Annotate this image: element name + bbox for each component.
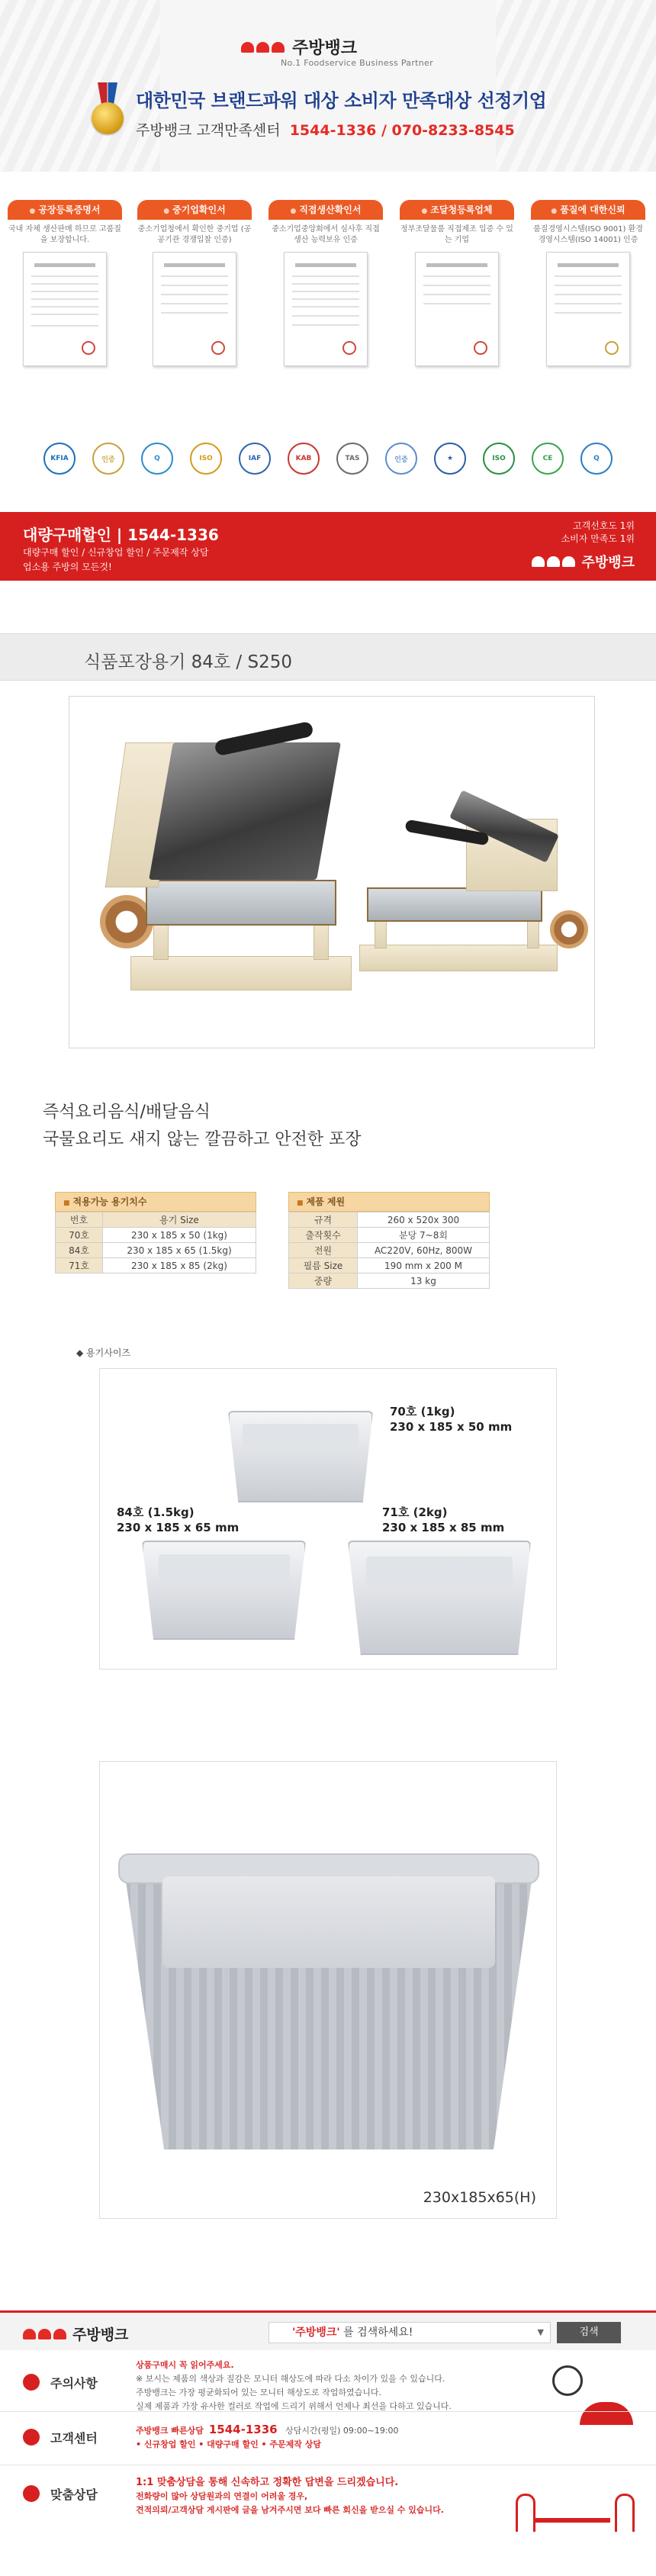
footer-header [0,2310,656,2350]
table-cell: 13 kg [358,1274,490,1289]
eco-logo-icon: CE [532,443,564,475]
customer-center-numbers[interactable]: 1544-1336 / 070-8233-8545 [289,122,515,139]
table-cell: 230 x 185 x 65 (1.5kg) [103,1243,256,1258]
notice-heading: 상품구매시 꼭 읽어주세요. [136,2360,234,2370]
award-title: 대한민국 브랜드파워 대상 소비자 만족대상 선정기업 [136,90,547,111]
product-feature: 국물요리도 새지 않는 깔끔하고 안전한 포장 [43,1130,362,1149]
quality-logo-icon: Q [141,443,173,475]
star-logo-icon: ★ [434,443,466,475]
certificate-title: ● 품질에 대한신뢰 [531,200,645,220]
notice-text [136,2359,452,2413]
promotion-bar [0,512,656,581]
product-use-case: 즉석요리음식/배달음식 [43,1103,211,1122]
certificate-document-image [153,252,236,366]
certificate-title: ● 공장등록증명서 [8,200,122,220]
promo-logo-text: 주방뱅크 [581,555,635,571]
chair-icon [615,2494,635,2532]
certificate-desc: 중소기업중앙회에서 심사후 직접생산 능력보유 인증 [272,225,380,244]
table-row [289,1274,490,1289]
table-cell: 260 x 520x 300 [358,1212,490,1228]
search-prompt: 를 검색하세요! [339,2326,413,2339]
logo-mark-icon [23,2329,66,2339]
table-cell: AC220V, 60Hz, 800W [358,1243,490,1258]
container-sizes-label: ◆ 용기사이즈 [76,1348,131,1358]
promo-headline[interactable]: 대량구매할인 | 1544-1336 [23,526,219,544]
logo-mark-icon [532,556,575,567]
certificate-document-image [284,252,368,366]
tray-inner [162,1876,495,1968]
customer-center-label: 주방뱅크 고객만족센터 [136,122,281,139]
container-71-label [382,1505,504,1535]
certification-logo-icon: 인증 [92,443,124,475]
notice-line: 주방뱅크는 가장 평균화되어 있는 모니터 해상도로 작업하였습니다. [136,2388,382,2397]
certificate-document-image [415,252,499,366]
brand-tagline: No.1 Foodservice Business Partner [281,58,433,68]
product-spec-table-title: ■ 제품 제원 [288,1192,490,1212]
container-sizes-image [99,1368,557,1670]
dropdown-arrow-icon[interactable]: ▼ [537,2327,544,2337]
iso-green-logo-icon: ISO [483,443,515,475]
column-header: 번호 [56,1212,103,1228]
certificate-card [269,200,383,366]
cs-phone[interactable]: 1544-1336 [208,2423,278,2436]
promo-slogan: 업소용 주방의 모든것! [23,562,112,572]
table-cell: 중량 [289,1274,358,1289]
table-row [289,1258,490,1274]
footer-consult-row [0,2465,656,2549]
container-size-table [55,1192,256,1274]
certificate-card [8,200,122,366]
column-header: 용기 Size [103,1212,256,1228]
notice-label: 주의사항 [50,2376,98,2391]
phone-icon [23,2429,40,2446]
certification-logo-icon: 인증 [385,443,417,475]
footer-logo-text: 주방뱅크 [72,2326,129,2343]
certificate-title: ● 직접생산확인서 [269,200,383,220]
container-84-image [142,1541,306,1640]
certificate-desc: 국내 자체 생산판매 하므로 고품질을 보장합니다. [8,225,121,244]
consult-line: 견적의뢰/고객상담 게시판에 글을 남겨주시면 보다 빠른 회신을 받으실 수 있습니다. [136,2505,444,2515]
footer-search-box[interactable] [269,2322,551,2343]
promo-logo[interactable] [532,552,635,572]
consult-line: 전화량이 많아 상담원과의 연결이 어려울 경우, [136,2491,308,2501]
kfia-logo-icon: KFIA [43,443,76,475]
table-cell: 전원 [289,1243,358,1258]
brand-name: 주방뱅크 [292,39,358,58]
cs-services: • 신규창업 할인 • 대량구매 할인 • 주문제작 상담 [136,2439,321,2449]
table-cell: 190 mm x 200 M [358,1258,490,1274]
container-84-closeup-image [99,1761,557,2219]
container-dims: 230 x 185 x 50 mm [390,1420,513,1434]
container-dims: 230 x 185 x 65 mm [117,1521,240,1534]
certificate-desc: 품질경영시스템(ISO 9001) 환경경영시스템(ISO 14001) 인증 [533,225,643,244]
customer-center [136,119,515,140]
search-brand: '주방뱅크' [292,2326,340,2339]
certificate-card [137,200,252,366]
table-cell: 84호 [56,1243,103,1258]
cs-hours: 상담시간(평일) 09:00~19:00 [285,2426,399,2436]
brand-logo[interactable] [241,35,357,59]
consult-label: 맞춤상담 [50,2487,98,2502]
container-name: 70호 (1kg) [390,1405,455,1418]
consult-icon [23,2485,40,2502]
search-button[interactable]: 검색 [557,2322,621,2343]
container-size-table-title: ■ 적용가능 용기치수 [55,1192,256,1212]
iso-logo-icon: ISO [190,443,222,475]
footer-logo[interactable] [23,2323,128,2344]
certificate-title: ● 조달청등록업체 [400,200,514,220]
certification-logos [0,443,656,485]
table-cell: 230 x 185 x 50 (1kg) [103,1228,256,1243]
brand-banner [0,0,656,172]
medal-icon [90,82,125,142]
promo-services: 대량구매 할인 / 신규창업 할인 / 주문제작 상담 [23,547,209,558]
certificate-desc: 정부조달물품 직접제조 입증 수 있는 기업 [400,225,513,244]
iaf-logo-icon: IAF [239,443,271,475]
table-cell: 70호 [56,1228,103,1243]
table-cell: 분당 7~8회 [358,1228,490,1243]
certificate-document-image [546,252,630,366]
table-cell: 230 x 185 x 85 (2kg) [103,1258,256,1274]
certificate-document-image [23,252,107,366]
container-71-image [348,1541,531,1655]
table-cell: 출작횟수 [289,1228,358,1243]
notice-line: ※ 보시는 제품의 색상과 질감은 모니터 해상도에 따라 다소 차이가 있을 수 있습니다. [136,2374,445,2384]
table-header-row [56,1212,256,1228]
cs-heading: 주방뱅크 빠른상담 [136,2426,204,2436]
table-row [289,1243,490,1258]
container-70-label [390,1404,512,1435]
promo-rankings [561,520,635,546]
product-title-band [0,633,656,681]
table-cell: 71호 [56,1258,103,1274]
ranking-satisfaction: 소비자 만족도 1위 [561,533,635,544]
sealing-machine-large-image [100,727,352,1009]
cs-text [136,2423,399,2452]
flag-icon [23,2374,40,2391]
product-spec-table [288,1192,490,1289]
footer-notice-row [0,2352,656,2412]
container-70-image [228,1411,373,1502]
product-photo [69,696,595,1048]
container-name: 84호 (1.5kg) [117,1505,195,1519]
tas-logo-icon: TAS [336,443,368,475]
cs-label: 고객센터 [50,2431,98,2446]
table-cell: 규격 [289,1212,358,1228]
container-dims: 230 x 185 x 85 mm [382,1521,505,1534]
container-size-grid [55,1212,256,1274]
product-spec-grid [288,1212,490,1289]
table-icon [534,2518,610,2523]
container-84-label [117,1505,239,1535]
ranking-preference: 고객선호도 1위 [572,520,635,531]
notice-line: 실제 제품과 가장 유사한 컬러로 작업에 드리기 위해서 언제나 최선을 다하고 있습니다. [136,2401,452,2411]
certificate-desc: 중소기업청에서 확인한 중기업 (공공기관 경쟁입찰 인증) [137,225,252,244]
tray-dimensions: 230x185x65(H) [423,2189,536,2206]
table-row [289,1228,490,1243]
table-row [56,1243,256,1258]
table-row [289,1212,490,1228]
table-row [56,1258,256,1274]
kab-logo-icon: KAB [288,443,320,475]
footer-cs-row [0,2412,656,2465]
table-row [56,1228,256,1243]
chair-icon [516,2494,535,2532]
quality-blue-logo-icon: Q [580,443,613,475]
container-name: 71호 (2kg) [382,1505,448,1519]
certificate-card [531,200,645,366]
consult-heading: 1:1 맞춤상담을 통해 신속하고 정확한 답변을 드리겠습니다. [136,2477,399,2488]
certificate-card [400,200,514,366]
consult-text [136,2476,444,2517]
product-title: 식품포장용기 84호 / S250 [84,652,292,672]
table-cell: 필름 Size [289,1258,358,1274]
logo-mark-icon [241,42,285,53]
certificate-row [0,200,656,391]
certificate-title: ● 중기업확인서 [137,200,252,220]
sealing-machine-small-image [359,811,588,1009]
